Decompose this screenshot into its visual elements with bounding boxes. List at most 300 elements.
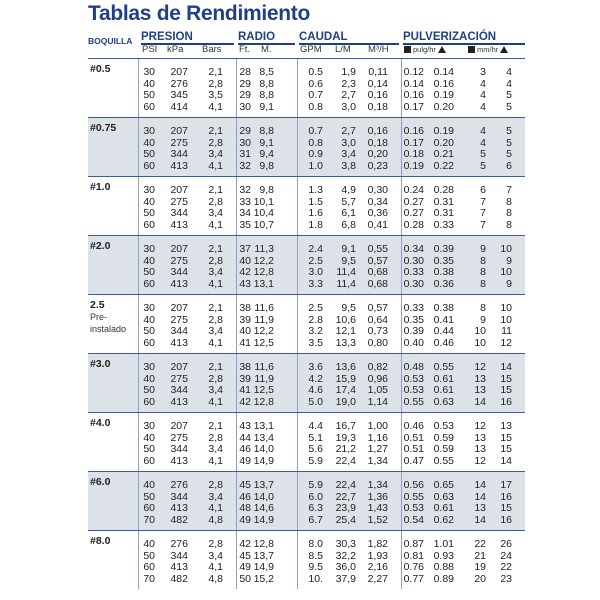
cell-mm-hr-triangle: 8 [506, 195, 512, 208]
cell-m: 12,2 [253, 254, 274, 267]
cell-pulg-hr-square: 0.53 [403, 384, 424, 397]
cell-pulg-hr-triangle: 0.22 [433, 159, 454, 172]
boquilla-group [88, 117, 525, 176]
cell-mm-hr-triangle: 14 [500, 454, 512, 467]
cell-mm-hr-square: 7 [480, 207, 486, 220]
cell-kpa: 276 [170, 479, 188, 491]
cell-lm: 21,2 [335, 443, 356, 456]
cell-mm-hr-triangle: 4 [506, 77, 512, 90]
header-gpm: GPM [300, 44, 322, 55]
cell-m: 14,9 [253, 513, 274, 526]
cell-mm-hr-square: 13 [474, 502, 486, 515]
cell-kpa: 413 [170, 159, 188, 172]
cell-mm-hr-triangle: 15 [500, 384, 512, 397]
cell-pulg-hr-square: 0.24 [403, 184, 424, 196]
cell-pulg-hr-square: 0.46 [403, 420, 424, 432]
header-bars: Bars [202, 44, 222, 55]
cell-gpm: 3.5 [308, 336, 323, 349]
cell-bars: 4,1 [208, 454, 223, 467]
cell-gpm: 2.5 [308, 302, 323, 314]
cell-lm: 22,4 [335, 454, 356, 467]
cell-bars: 4,8 [208, 513, 223, 526]
cell-bars: 2,8 [208, 195, 223, 208]
cell-mm-hr-triangle: 8 [506, 218, 512, 231]
cell-m3h: 2,16 [367, 561, 388, 574]
cell-bars: 2,1 [208, 243, 223, 255]
cell-m: 11,3 [254, 243, 274, 255]
cell-lm: 15,9 [335, 372, 356, 385]
cell-lm: 6,1 [341, 207, 356, 220]
cell-mm-hr-triangle: 8 [506, 207, 512, 220]
cell-m: 12,2 [253, 325, 274, 338]
cell-pulg-hr-square: 0.30 [403, 254, 424, 267]
cell-mm-hr-triangle: 16 [500, 513, 512, 526]
cell-mm-hr-square: 13 [474, 384, 486, 397]
cell-bars: 4,1 [208, 561, 223, 574]
cell-kpa: 276 [170, 77, 188, 90]
cell-lm: 11,4 [336, 277, 356, 290]
cell-ft: 37 [239, 243, 251, 255]
square-icon [404, 46, 411, 53]
boquilla-label-text: 2.5 [90, 299, 105, 311]
boquilla-label-text: #8.0 [90, 535, 111, 547]
cell-mm-hr-triangle: 5 [506, 100, 512, 113]
cell-kpa: 344 [170, 384, 188, 397]
table-row [88, 480, 525, 492]
cell-pulg-hr-square: 0.18 [403, 148, 424, 161]
cell-mm-hr-triangle: 15 [500, 443, 512, 456]
cell-lm: 19,0 [335, 395, 356, 408]
cell-ft: 32 [239, 159, 251, 172]
cell-pulg-hr-square: 0.77 [403, 572, 424, 585]
cell-pulg-hr-square: 0.87 [403, 538, 424, 550]
cell-pulg-hr-square: 0.48 [403, 361, 424, 373]
cell-bars: 3,4 [208, 207, 223, 220]
cell-mm-hr-triangle: 9 [506, 254, 512, 267]
cell-kpa: 275 [170, 431, 188, 444]
cell-mm-hr-square: 22 [474, 538, 486, 550]
cell-lm: 12,1 [335, 325, 356, 338]
cell-bars: 3,5 [208, 89, 223, 102]
cell-pulg-hr-square: 0.39 [403, 325, 424, 338]
cell-bars: 2,1 [208, 125, 223, 137]
cell-m3h: 0,57 [367, 302, 388, 314]
table-row [88, 362, 525, 374]
header-mm-hr [468, 44, 508, 55]
cell-psi: 50 [143, 325, 155, 338]
cell-pulg-hr-triangle: 0.21 [433, 148, 454, 161]
table-row [88, 397, 525, 409]
cell-pulg-hr-triangle: 0.44 [433, 325, 454, 338]
cell-kpa: 276 [170, 538, 188, 550]
cell-psi: 60 [143, 454, 155, 467]
cell-kpa: 344 [170, 325, 188, 338]
boquilla-label-text: #0.75 [90, 122, 117, 134]
table-row [88, 185, 525, 197]
cell-bars: 4,1 [208, 218, 223, 231]
performance-table [88, 58, 525, 589]
cell-bars: 2,8 [208, 313, 223, 326]
cell-lm: 13,6 [335, 361, 356, 373]
cell-m3h: 0,80 [367, 336, 388, 349]
cell-pulg-hr-triangle: 0.38 [433, 302, 454, 314]
table-row [88, 456, 525, 468]
cell-psi: 60 [143, 159, 155, 172]
cell-lm: 32,2 [335, 549, 356, 562]
cell-m: 9,4 [259, 148, 274, 161]
cell-m3h: 0,55 [367, 243, 388, 255]
cell-pulg-hr-triangle: 0.59 [433, 443, 454, 456]
table-row [88, 515, 525, 527]
cell-bars: 2,8 [208, 479, 223, 491]
cell-pulg-hr-square: 0.40 [403, 336, 424, 349]
cell-mm-hr-square: 8 [480, 302, 486, 314]
cell-psi: 30 [143, 243, 155, 255]
cell-pulg-hr-triangle: 0.16 [433, 77, 454, 90]
cell-pulg-hr-square: 0.30 [403, 277, 424, 290]
header-pulverizacion: PULVERIZACIÓN [403, 31, 497, 43]
cell-pulg-hr-square: 0.55 [403, 490, 424, 503]
cell-pulg-hr-triangle: 0.61 [433, 372, 454, 385]
cell-psi: 50 [143, 207, 155, 220]
cell-mm-hr-triangle: 6 [506, 159, 512, 172]
cell-lm: 36,0 [335, 561, 356, 574]
cell-ft: 30 [239, 100, 251, 113]
cell-bars: 2,8 [208, 136, 223, 149]
cell-m3h: 1,82 [367, 538, 388, 550]
cell-bars: 2,1 [208, 66, 223, 78]
cell-gpm: 2.5 [308, 254, 323, 267]
cell-ft: 44 [239, 431, 251, 444]
cell-mm-hr-square: 5 [480, 148, 486, 161]
cell-m3h: 0,64 [367, 313, 388, 326]
cell-pulg-hr-triangle: 0.55 [433, 361, 454, 373]
cell-lm: 30,3 [335, 538, 356, 550]
cell-psi: 50 [143, 443, 155, 456]
cell-bars: 4,1 [208, 159, 223, 172]
cell-psi: 70 [143, 572, 155, 585]
cell-psi: 40 [143, 479, 155, 491]
cell-ft: 29 [239, 77, 251, 90]
cell-mm-hr-square: 14 [474, 490, 486, 503]
cell-psi: 50 [143, 148, 155, 161]
cell-kpa: 413 [170, 218, 188, 231]
cell-psi: 40 [143, 431, 155, 444]
cell-mm-hr-triangle: 22 [500, 561, 512, 574]
header-ft: Ft. [239, 44, 251, 55]
cell-pulg-hr-square: 0.53 [403, 372, 424, 385]
cell-m3h: 0,41 [367, 218, 388, 231]
cell-m: 14,9 [253, 454, 274, 467]
cell-mm-hr-square: 7 [480, 195, 486, 208]
cell-mm-hr-square: 4 [480, 89, 486, 102]
cell-mm-hr-triangle: 12 [500, 336, 512, 349]
cell-bars: 2,8 [208, 538, 223, 550]
table-row [88, 220, 525, 232]
table-row [88, 161, 525, 173]
cell-kpa: 413 [170, 336, 188, 349]
cell-psi: 60 [143, 218, 155, 231]
cell-pulg-hr-square: 0.56 [403, 479, 424, 491]
boquilla-label-text: #0.5 [90, 63, 111, 75]
cell-pulg-hr-triangle: 0.39 [433, 243, 454, 255]
cell-pulg-hr-square: 0.55 [403, 395, 424, 408]
cell-ft: 38 [239, 302, 251, 314]
boquilla-label-text: #3.0 [90, 358, 111, 370]
boquilla-sublabel: instalado [90, 324, 127, 334]
cell-gpm: 3.0 [308, 266, 323, 279]
cell-m: 13,1 [253, 420, 274, 432]
cell-pulg-hr-square: 0.33 [403, 302, 424, 314]
cell-mm-hr-square: 3 [480, 66, 486, 78]
cell-kpa: 413 [170, 277, 188, 290]
cell-m3h: 0,11 [368, 66, 388, 78]
header-m3h: M³/H [368, 44, 389, 55]
cell-kpa: 275 [170, 254, 188, 267]
cell-gpm: 0.5 [308, 66, 323, 78]
cell-mm-hr-triangle: 13 [500, 420, 512, 432]
cell-psi: 60 [143, 561, 155, 574]
cell-ft: 43 [239, 420, 251, 432]
cell-ft: 29 [239, 89, 251, 102]
cell-lm: 9,5 [341, 302, 356, 314]
cell-bars: 2,8 [208, 372, 223, 385]
boquilla-label-text: #4.0 [90, 417, 111, 429]
cell-gpm: 2.8 [308, 313, 323, 326]
cell-ft: 43 [239, 277, 251, 290]
cell-mm-hr-triangle: 10 [500, 266, 512, 279]
cell-m3h: 0,18 [367, 100, 388, 113]
cell-ft: 49 [239, 454, 251, 467]
cell-mm-hr-triangle: 7 [506, 184, 512, 196]
cell-ft: 45 [239, 549, 251, 562]
cell-pulg-hr-triangle: 0.62 [433, 513, 454, 526]
cell-pulg-hr-triangle: 0.65 [433, 479, 454, 491]
triangle-icon [500, 46, 508, 53]
table-row [88, 539, 525, 551]
cell-kpa: 344 [170, 490, 188, 503]
table-row [88, 421, 525, 433]
cell-mm-hr-triangle: 16 [500, 490, 512, 503]
cell-gpm: 4.6 [308, 384, 323, 397]
cell-gpm: 1.6 [308, 207, 323, 220]
cell-m3h: 1,00 [367, 420, 388, 432]
cell-kpa: 207 [170, 243, 188, 255]
cell-lm: 3,4 [341, 148, 356, 161]
cell-m: 11,6 [254, 302, 274, 314]
cell-bars: 2,8 [208, 77, 223, 90]
cell-bars: 3,4 [208, 148, 223, 161]
cell-mm-hr-square: 12 [474, 420, 486, 432]
cell-gpm: 5.0 [308, 395, 323, 408]
table-row [88, 279, 525, 291]
cell-m: 12,8 [253, 538, 274, 550]
cell-m: 12,5 [253, 336, 274, 349]
cell-pulg-hr-square: 0.12 [403, 66, 424, 78]
cell-lm: 3,8 [341, 159, 356, 172]
cell-lm: 22,4 [335, 479, 356, 491]
cell-psi: 40 [143, 372, 155, 385]
cell-bars: 2,1 [208, 184, 223, 196]
cell-gpm: 2.4 [308, 243, 323, 255]
cell-mm-hr-triangle: 17 [500, 479, 512, 491]
cell-m: 9,8 [259, 159, 274, 172]
cell-mm-hr-square: 13 [474, 431, 486, 444]
cell-gpm: 4.4 [308, 420, 323, 432]
cell-m: 11,9 [254, 313, 274, 326]
cell-lm: 1,9 [341, 66, 356, 78]
cell-psi: 30 [143, 302, 155, 314]
cell-pulg-hr-triangle: 0.14 [433, 66, 454, 78]
cell-gpm: 5.1 [308, 431, 323, 444]
cell-mm-hr-square: 5 [480, 159, 486, 172]
cell-psi: 50 [143, 549, 155, 562]
cell-psi: 30 [143, 125, 155, 137]
cell-lm: 23,9 [335, 502, 356, 515]
table-row [88, 303, 525, 315]
cell-lm: 10,6 [335, 313, 356, 326]
cell-pulg-hr-triangle: 0.63 [433, 490, 454, 503]
cell-m3h: 1,27 [367, 443, 388, 456]
cell-kpa: 345 [170, 89, 188, 102]
cell-pulg-hr-square: 0.19 [403, 159, 424, 172]
cell-kpa: 275 [170, 136, 188, 149]
cell-ft: 33 [239, 195, 251, 208]
cell-psi: 50 [143, 89, 155, 102]
cell-mm-hr-triangle: 10 [500, 243, 512, 255]
cell-pulg-hr-square: 0.33 [403, 266, 424, 279]
cell-gpm: 0.6 [308, 77, 323, 90]
cell-m3h: 0,14 [367, 77, 388, 90]
cell-lm: 2,7 [341, 89, 356, 102]
cell-mm-hr-triangle: 24 [500, 549, 512, 562]
cell-bars: 3,4 [208, 325, 223, 338]
cell-pulg-hr-square: 0.47 [403, 454, 424, 467]
cell-kpa: 482 [170, 513, 188, 526]
cell-pulg-hr-square: 0.51 [403, 443, 424, 456]
cell-gpm: 4.2 [308, 372, 323, 385]
cell-bars: 2,8 [208, 254, 223, 267]
cell-ft: 46 [239, 490, 251, 503]
cell-psi: 60 [143, 502, 155, 515]
cell-m3h: 0,73 [367, 325, 388, 338]
cell-ft: 42 [239, 266, 251, 279]
cell-lm: 3,0 [341, 100, 356, 113]
header-m: M. [261, 44, 272, 55]
cell-m3h: 1,16 [367, 431, 388, 444]
cell-gpm: 3.6 [308, 361, 323, 373]
cell-kpa: 344 [170, 207, 188, 220]
cell-mm-hr-triangle: 4 [506, 66, 512, 78]
cell-m: 14,0 [253, 443, 274, 456]
cell-pulg-hr-triangle: 0.59 [433, 431, 454, 444]
cell-mm-hr-square: 8 [480, 277, 486, 290]
cell-psi: 30 [143, 66, 155, 78]
cell-mm-hr-triangle: 26 [500, 538, 512, 550]
boquilla-label-text: #2.0 [90, 240, 111, 252]
cell-lm: 17,4 [335, 384, 356, 397]
cell-kpa: 482 [170, 572, 188, 585]
cell-m3h: 0,68 [367, 266, 388, 279]
boquilla-group [88, 471, 525, 530]
cell-ft: 40 [239, 325, 251, 338]
boquilla-label-text: #6.0 [90, 476, 111, 488]
cell-m: 10,4 [253, 207, 274, 220]
cell-mm-hr-triangle: 14 [500, 361, 512, 373]
boquilla-label-text: #1.0 [90, 181, 111, 193]
cell-m: 10,7 [253, 218, 274, 231]
cell-pulg-hr-square: 0.27 [403, 207, 424, 220]
cell-gpm: 0.7 [308, 125, 323, 137]
cell-kpa: 413 [170, 395, 188, 408]
cell-psi: 40 [143, 538, 155, 550]
cell-gpm: 5.9 [308, 479, 323, 491]
cell-ft: 42 [239, 538, 251, 550]
cell-mm-hr-triangle: 11 [501, 325, 512, 338]
cell-m3h: 0,20 [367, 148, 388, 161]
boquilla-group [88, 353, 525, 412]
cell-gpm: 0.8 [308, 136, 323, 149]
cell-kpa: 344 [170, 266, 188, 279]
cell-mm-hr-triangle: 23 [500, 572, 512, 585]
cell-gpm: 5.9 [308, 454, 323, 467]
cell-pulg-hr-triangle: 0.31 [433, 195, 454, 208]
cell-mm-hr-square: 21 [474, 549, 486, 562]
cell-pulg-hr-square: 0.14 [403, 77, 424, 90]
cell-ft: 31 [239, 148, 251, 161]
cell-lm: 9,5 [341, 254, 356, 267]
cell-psi: 40 [143, 313, 155, 326]
cell-bars: 3,4 [208, 549, 223, 562]
cell-lm: 25,4 [335, 513, 356, 526]
cell-m: 9,1 [259, 136, 274, 149]
cell-kpa: 344 [170, 148, 188, 161]
cell-m: 14,0 [253, 490, 274, 503]
cell-m: 9,8 [259, 184, 274, 196]
cell-psi: 70 [143, 513, 155, 526]
cell-bars: 4,1 [208, 100, 223, 113]
cell-pulg-hr-triangle: 0.36 [433, 277, 454, 290]
cell-kpa: 207 [170, 125, 188, 137]
cell-bars: 2,8 [208, 431, 223, 444]
header-lm: L/M [335, 44, 351, 55]
header-kpa: kPa [167, 44, 184, 55]
cell-m: 13,7 [253, 479, 274, 491]
cell-pulg-hr-triangle: 0.63 [433, 395, 454, 408]
cell-m: 12,8 [253, 395, 274, 408]
cell-pulg-hr-triangle: 0.20 [433, 100, 454, 113]
cell-m3h: 0,68 [367, 277, 388, 290]
mm-hr-label: mm/hr [477, 45, 499, 54]
cell-pulg-hr-square: 0.28 [403, 218, 424, 231]
cell-pulg-hr-square: 0.53 [403, 502, 424, 515]
cell-kpa: 275 [170, 313, 188, 326]
boquilla-group [88, 412, 525, 471]
cell-gpm: 0.7 [308, 89, 323, 102]
cell-bars: 4,8 [208, 572, 223, 585]
square-icon [468, 46, 475, 53]
cell-m3h: 0,82 [367, 361, 388, 373]
cell-bars: 4,1 [208, 502, 223, 515]
cell-pulg-hr-square: 0.16 [403, 125, 424, 137]
cell-mm-hr-square: 10 [474, 325, 486, 338]
cell-bars: 2,1 [208, 420, 223, 432]
cell-mm-hr-square: 8 [480, 266, 486, 279]
cell-m3h: 0,57 [367, 254, 388, 267]
cell-kpa: 275 [170, 195, 188, 208]
cell-pulg-hr-triangle: 0.93 [433, 549, 454, 562]
cell-psi: 30 [143, 420, 155, 432]
